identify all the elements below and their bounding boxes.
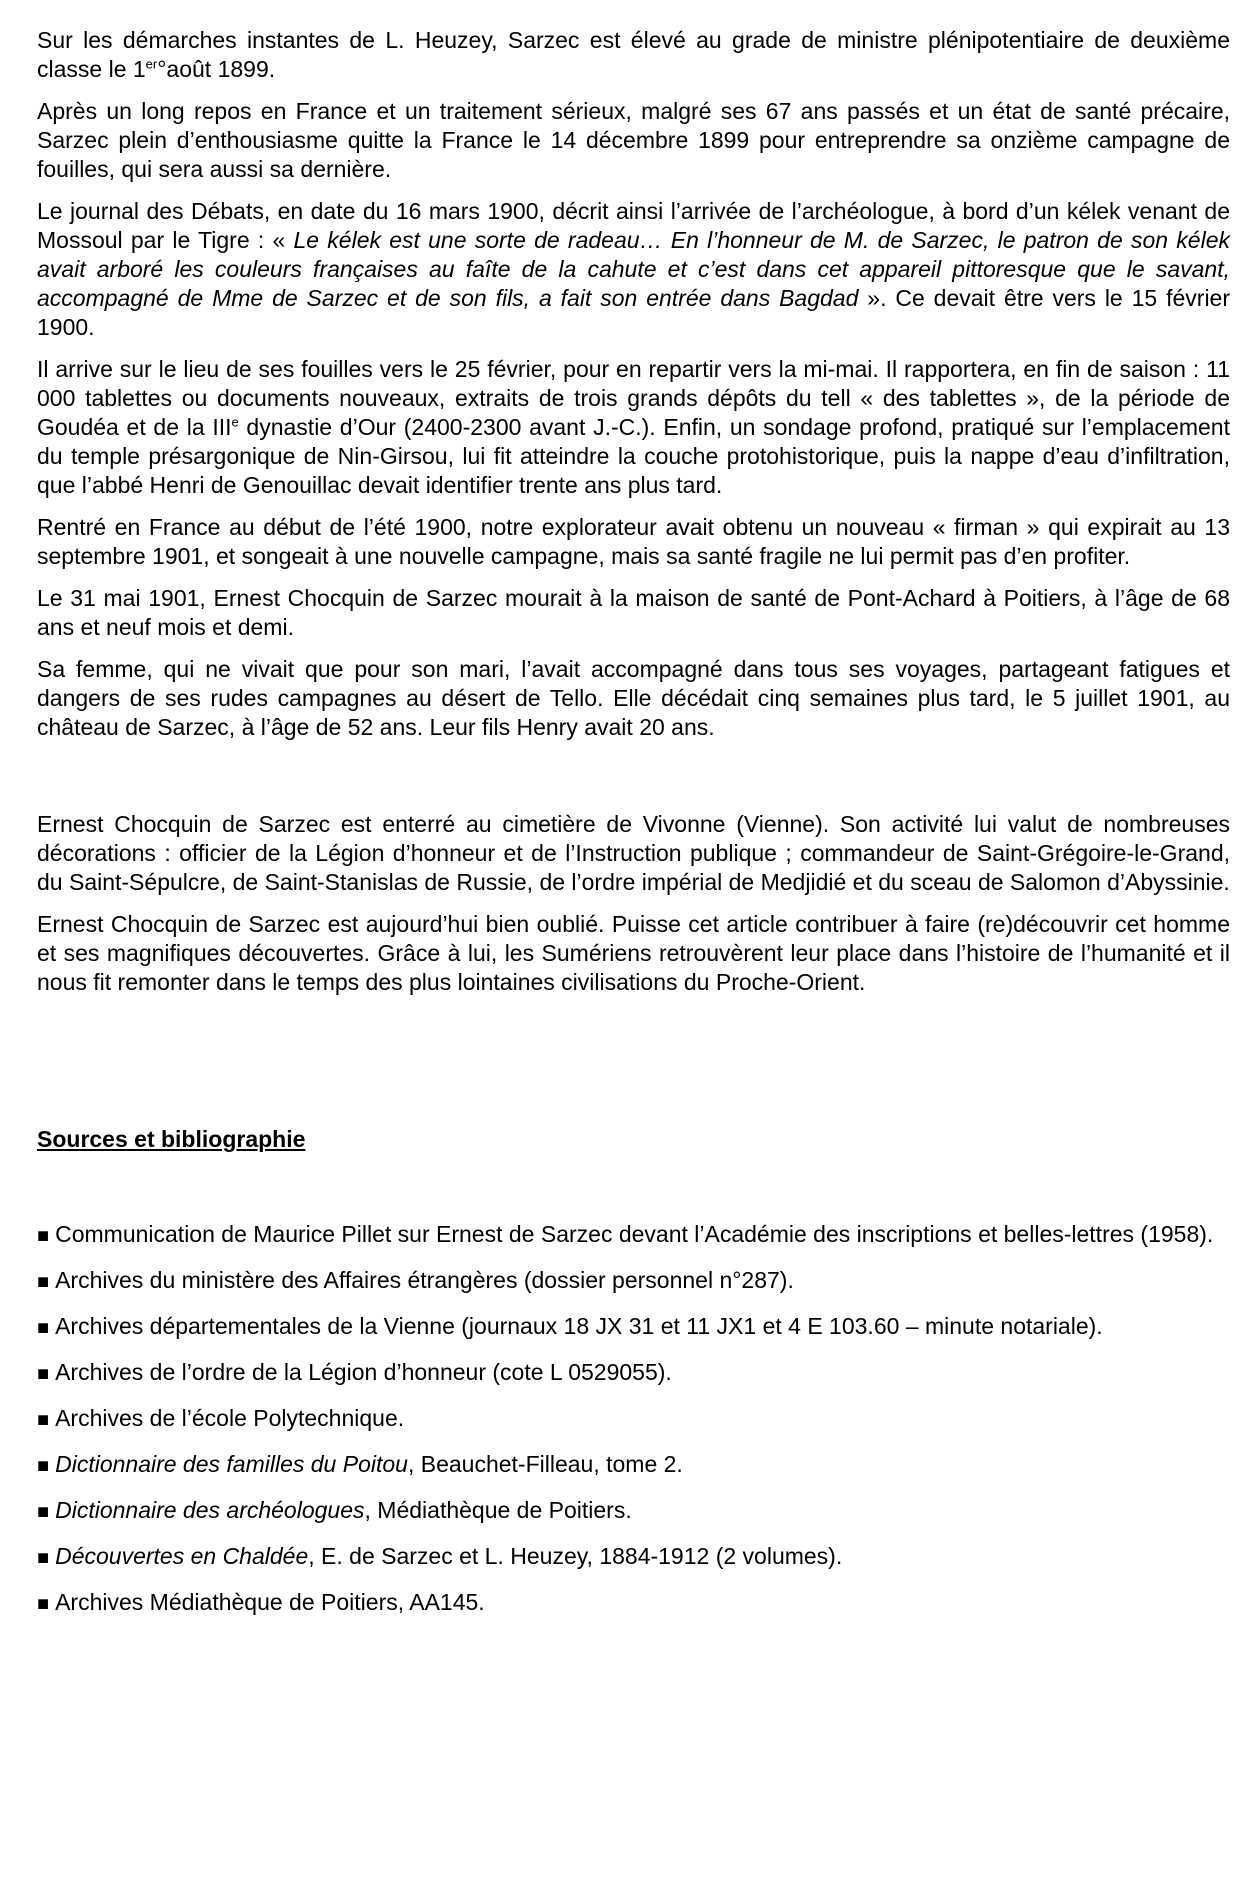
text-span: dynastie d’Our (2400-2300 avant J.-C.). Enfin, un sondage profond, pratiqué sur l’emplacement du temple présargonique de Nin-Girsou, lui fit atteindre la couche protohistorique, puis la nappe d’eau d’infiltration, que l’abbé Henri de Genouillac devait identifier trente ans plus tard.	[37, 414, 1230, 498]
book-title: Dictionnaire des familles du Poitou	[55, 1451, 408, 1477]
square-bullet-icon: ■	[37, 1363, 50, 1385]
text-span: ». Ce devait être vers le 15 février 1900.	[37, 285, 1230, 340]
list-item-text: , Beauchet-Filleau, tome 2.	[407, 1451, 683, 1477]
text-span: °août 1899.	[157, 56, 276, 82]
square-bullet-icon: ■	[37, 1455, 50, 1477]
list-item-text: Archives du ministère des Affaires étrangères (dossier personnel n°287).	[55, 1267, 794, 1293]
list-item-text: Archives de l’ordre de la Légion d’honneur (cote L 0529055).	[55, 1359, 672, 1385]
list-item	[37, 1312, 1230, 1343]
book-title: Dictionnaire des archéologues	[55, 1497, 365, 1523]
list-item-text: Archives Médiathèque de Poitiers, AA145.	[55, 1589, 485, 1615]
text-span: Sur les démarches instantes de L. Heuzey, Sarzec est élevé au grade de ministre plénipotentiaire de deuxième classe le 1	[37, 27, 1230, 82]
sources-heading: Sources et bibliographie	[37, 1126, 306, 1152]
paragraph-wife: Sa femme, qui ne vivait que pour son mari, l’avait accompagné dans tous ses voyages, partageant fatigues et dangers de ses rudes campagnes au désert de Tello. Elle décédait cinq semaines plus tard, le 5 juillet 1901, au château de Sarzec, à l’âge de 52 ans. Leur fils Henry avait 20 ans.	[37, 656, 1230, 740]
quote-italic: Le kélek est une sorte de radeau… En l’honneur de M. de Sarzec, le patron de son kélek avait arboré les couleurs françaises au faîte de la cahute et c’est dans cet appareil pittoresque que le savant, accompagné de Mme de Sarzec et de son fils, a fait son entrée dans Bagdad	[37, 227, 1230, 311]
document-page	[37, 26, 1230, 1634]
list-item	[37, 1358, 1230, 1389]
square-bullet-icon: ■	[37, 1225, 50, 1247]
paragraph-return: Rentré en France au début de l’été 1900, notre explorateur avait obtenu un nouveau « firman » qui expirait au 13 septembre 1901, et songeait à une nouvelle campagne, mais sa santé fragile ne lui permit pas d’en profiter.	[37, 514, 1230, 569]
paragraph-death: Le 31 mai 1901, Ernest Chocquin de Sarzec mourait à la maison de santé de Pont-Achard à Poitiers, à l’âge de 68 ans et neuf mois et demi.	[37, 585, 1230, 640]
list-item-text: Communication de Maurice Pillet sur Ernest de Sarzec devant l’Académie des inscriptions et belles-lettres (1958).	[55, 1221, 1214, 1247]
list-item	[37, 1588, 1230, 1619]
superscript: er	[145, 56, 158, 72]
text-span: Le journal des Débats, en date du 16 mars 1900, décrit ainsi l’arrivée de l’archéologue, à bord d’un kélek venant de Mossoul par le Tigre : «	[37, 198, 1230, 253]
paragraph-legacy: Ernest Chocquin de Sarzec est aujourd’hui bien oublié. Puisse cet article contribuer à faire (re)découvrir cet homme et ses magnifiques découvertes. Grâce à lui, les Sumériens retrouvèrent leur place dans l’histoire de l’humanité et il nous fit remonter dans le temps des plus lointaines civilisations du Proche-Orient.	[37, 911, 1230, 995]
paragraph-promotion	[37, 26, 1230, 84]
list-item-text: Archives de l’école Polytechnique.	[55, 1405, 405, 1431]
square-bullet-icon: ■	[37, 1593, 50, 1615]
list-item	[37, 1450, 1230, 1481]
list-item	[37, 1496, 1230, 1527]
list-item-text: , E. de Sarzec et L. Heuzey, 1884-1912 (2 volumes).	[308, 1543, 843, 1569]
list-item-text: Archives départementales de la Vienne (journaux 18 JX 31 et 11 JX1 et 4 E 103.60 – minute notariale).	[55, 1313, 1103, 1339]
paragraph-arrival	[37, 197, 1230, 342]
square-bullet-icon: ■	[37, 1501, 50, 1523]
paragraph-burial: Ernest Chocquin de Sarzec est enterré au cimetière de Vivonne (Vienne). Son activité lui valut de nombreuses décorations : officier de la Légion d’honneur et de l’Instruction publique ; commandeur de Saint-Grégoire-le-Grand, du Saint-Sépulcre, de Saint-Stanislas de Russie, de l’ordre impérial de Medjidié et du sceau de Salomon d’Abyssinie.	[37, 811, 1230, 895]
square-bullet-icon: ■	[37, 1271, 50, 1293]
square-bullet-icon: ■	[37, 1317, 50, 1339]
list-item-text: , Médiathèque de Poitiers.	[364, 1497, 632, 1523]
text-span: Il arrive sur le lieu de ses fouilles vers le 25 février, pour en repartir vers la mi-mai. Il rapportera, en fin de saison : 11 000 tablettes ou documents nouveaux, extraits de trois grands dépôts du tell « des tablettes », de la période de Goudéa et de la III	[37, 356, 1230, 440]
list-item	[37, 1266, 1230, 1297]
list-item	[37, 1542, 1230, 1573]
paragraph-excavation	[37, 355, 1230, 500]
square-bullet-icon: ■	[37, 1409, 50, 1431]
list-item	[37, 1220, 1230, 1251]
bibliography-list	[37, 1220, 1230, 1619]
square-bullet-icon: ■	[37, 1547, 50, 1569]
book-title: Découvertes en Chaldée	[55, 1543, 309, 1569]
superscript: e	[231, 414, 239, 430]
list-item	[37, 1404, 1230, 1435]
paragraph-departure: Après un long repos en France et un traitement sérieux, malgré ses 67 ans passés et un état de santé précaire, Sarzec plein d’enthousiasme quitte la France le 14 décembre 1899 pour entreprendre sa onzième campagne de fouilles, qui sera aussi sa dernière.	[37, 98, 1230, 182]
